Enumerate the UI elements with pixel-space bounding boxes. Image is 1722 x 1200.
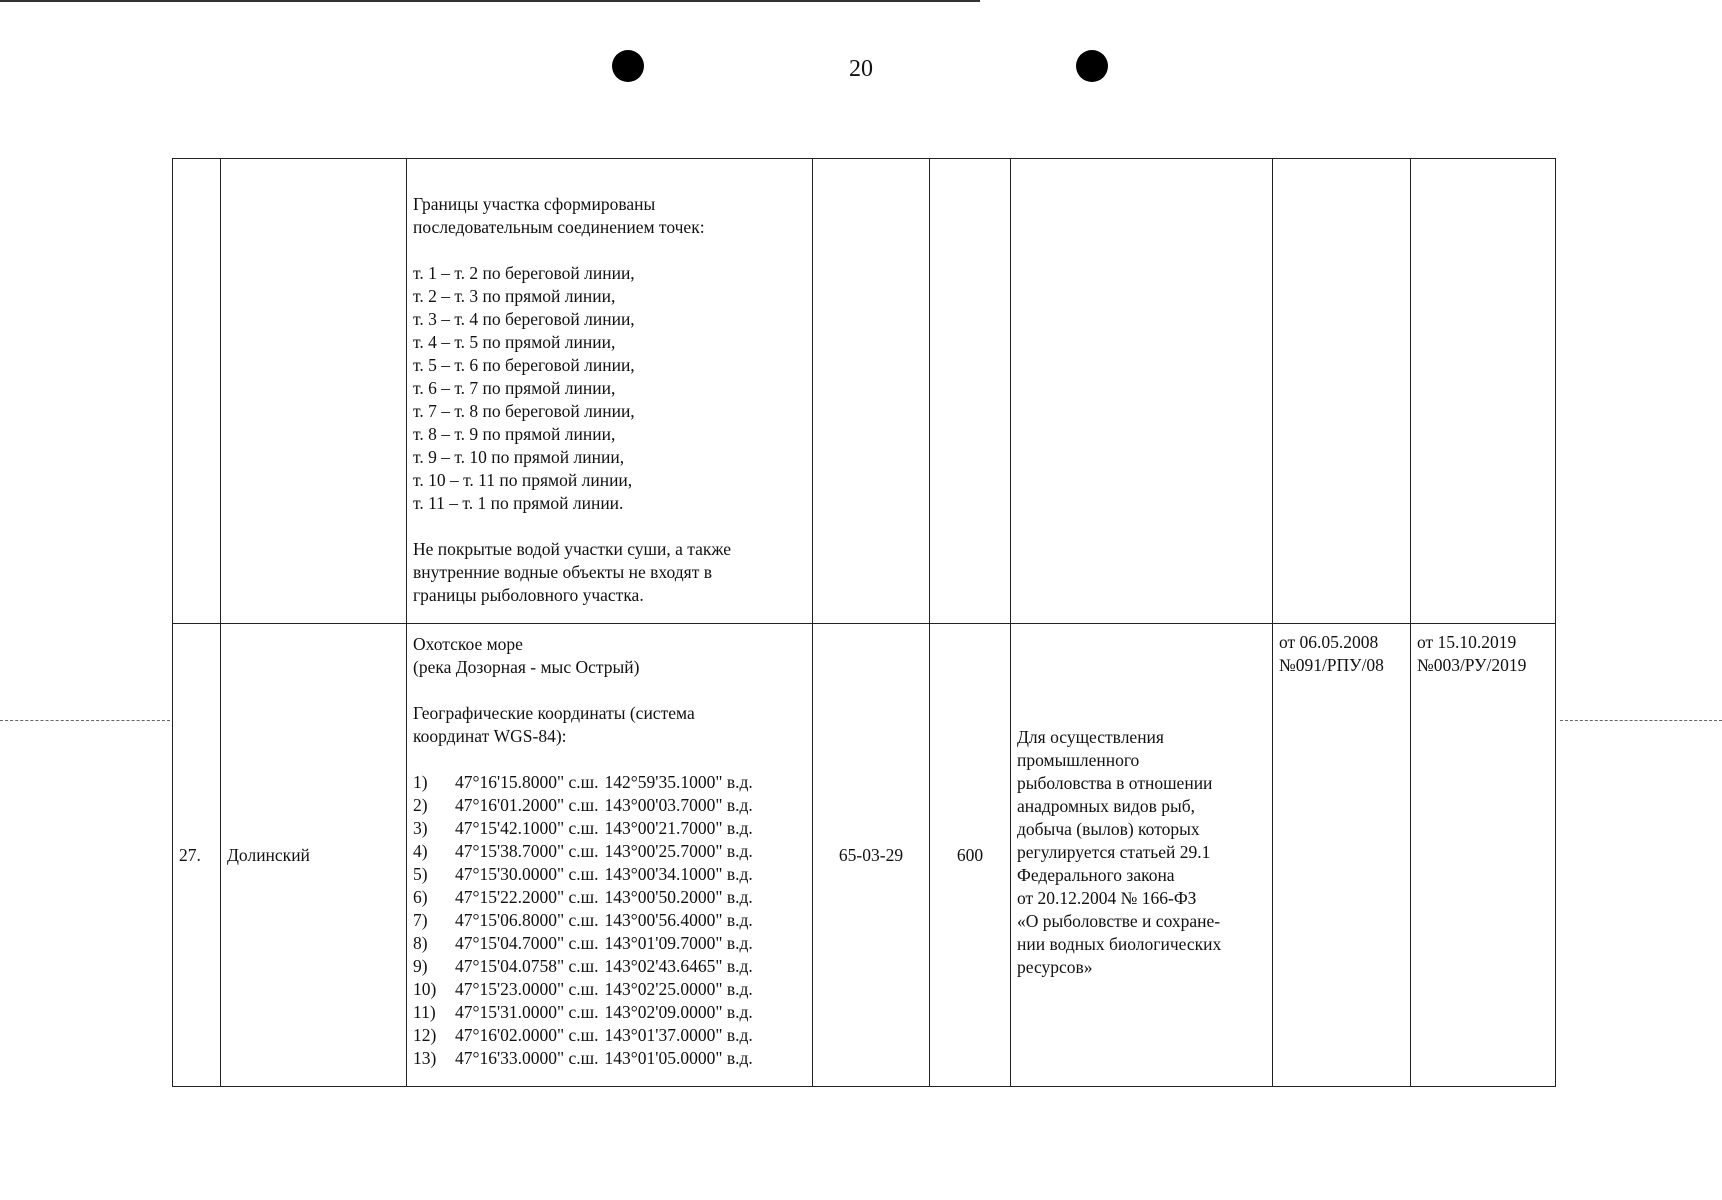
cell-purpose: [1011, 159, 1273, 624]
cell-name: Долинский: [221, 624, 407, 1087]
point-longitude: 143°00'25.7000" в.д.: [604, 841, 753, 861]
coordinate-point: [413, 840, 806, 863]
point-latitude: 47°16'02.0000" с.ш.: [455, 1025, 599, 1045]
coordinate-list: [413, 771, 806, 1070]
coordinate-point: [413, 978, 806, 1001]
point-longitude: 143°01'09.7000" в.д.: [604, 933, 753, 953]
point-latitude: 47°15'23.0000" с.ш.: [455, 979, 599, 999]
point-number: 13): [413, 1048, 437, 1068]
point-latitude: 47°16'01.2000" с.ш.: [455, 795, 599, 815]
cell-date-agreement: [1273, 624, 1411, 1087]
boundary-note-line: границы рыболовного участка.: [413, 585, 644, 605]
coordinate-point: [413, 909, 806, 932]
point-longitude: 142°59'35.1000" в.д.: [604, 772, 753, 792]
point-longitude: 143°02'43.6465" в.д.: [604, 956, 753, 976]
point-number: 11): [413, 1002, 436, 1022]
coordinate-point: [413, 794, 806, 817]
cell-code: [813, 159, 930, 624]
boundary-segment: т. 9 – т. 10 по прямой линии,: [413, 447, 625, 467]
point-number: 10): [413, 979, 437, 999]
coordinate-point: [413, 817, 806, 840]
point-number: 8): [413, 933, 428, 953]
purpose-line: от 20.12.2004 № 166-ФЗ: [1017, 888, 1197, 908]
table-row: [173, 159, 1556, 624]
point-latitude: 47°15'04.7000" с.ш.: [455, 933, 599, 953]
coordinate-point: [413, 1047, 806, 1070]
point-longitude: 143°01'37.0000" в.д.: [604, 1025, 753, 1045]
coords-heading-line: координат WGS-84):: [413, 726, 567, 746]
page-number: 20: [849, 56, 873, 82]
point-latitude: 47°16'15.8000" с.ш.: [455, 772, 599, 792]
purpose-line: добыча (вылов) которых: [1017, 819, 1200, 839]
point-longitude: 143°00'21.7000" в.д.: [604, 818, 753, 838]
page-top-rule: [0, 0, 980, 2]
boundary-segment: т. 2 – т. 3 по прямой линии,: [413, 286, 616, 306]
sea-name: Охотское море: [413, 634, 523, 654]
purpose-line: Для осуществления: [1017, 727, 1164, 747]
point-latitude: 47°15'31.0000" с.ш.: [455, 1002, 599, 1022]
point-number: 5): [413, 864, 428, 884]
point-longitude: 143°02'25.0000" в.д.: [604, 979, 753, 999]
cell-purpose: [1011, 624, 1273, 1087]
boundary-segment: т. 8 – т. 9 по прямой линии,: [413, 424, 616, 444]
cell-date-agreement: [1273, 159, 1411, 624]
decision-date: от 15.10.2019: [1417, 632, 1517, 652]
purpose-line: промышленного: [1017, 750, 1140, 770]
decision-number: №003/РУ/2019: [1417, 655, 1527, 675]
boundary-note-line: Не покрытые водой участки суши, а также: [413, 539, 731, 559]
fishing-areas-table: [172, 158, 1556, 1087]
purpose-text: [1017, 624, 1266, 979]
coordinate-point: [413, 932, 806, 955]
boundary-segment: т. 11 – т. 1 по прямой линии.: [413, 493, 624, 513]
purpose-line: «О рыболовстве и сохране-: [1017, 911, 1221, 931]
boundary-segment: т. 10 – т. 11 по прямой линии,: [413, 470, 633, 490]
boundary-note-line: внутренние водные объекты не входят в: [413, 562, 712, 582]
cell-name: [221, 159, 407, 624]
fold-line-right: [1560, 720, 1722, 721]
cell-area: [930, 159, 1011, 624]
purpose-line: рыболовства в отношении: [1017, 773, 1213, 793]
point-latitude: 47°15'38.7000" с.ш.: [455, 841, 599, 861]
cell-number: [173, 159, 221, 624]
point-number: 1): [413, 772, 428, 792]
section-name: (река Дозорная - мыс Острый): [413, 657, 640, 677]
table-row: [173, 624, 1556, 1087]
point-latitude: 47°15'04.0758" с.ш.: [455, 956, 599, 976]
purpose-line: регулируется статьей 29.1: [1017, 842, 1211, 862]
point-number: 7): [413, 910, 428, 930]
point-longitude: 143°00'03.7000" в.д.: [604, 795, 753, 815]
purpose-line: нии водных биологических: [1017, 934, 1222, 954]
boundary-intro-line: последовательным соединением точек:: [413, 217, 705, 237]
boundary-intro-line: Границы участка сформированы: [413, 194, 656, 214]
coordinate-point: [413, 863, 806, 886]
point-longitude: 143°00'50.2000" в.д.: [604, 887, 753, 907]
point-number: 9): [413, 956, 428, 976]
point-latitude: 47°15'30.0000" с.ш.: [455, 864, 599, 884]
point-latitude: 47°15'22.2000" с.ш.: [455, 887, 599, 907]
coordinate-point: [413, 1024, 806, 1047]
point-latitude: 47°15'42.1000" с.ш.: [455, 818, 599, 838]
boundary-segment: т. 7 – т. 8 по береговой линии,: [413, 401, 635, 421]
binder-hole-right: [1076, 50, 1108, 82]
point-number: 6): [413, 887, 428, 907]
coordinate-point: [413, 771, 806, 794]
agreement-date: от 06.05.2008: [1279, 632, 1379, 652]
purpose-line: анадромных видов рыб,: [1017, 796, 1195, 816]
coords-heading-line: Географические координаты (система: [413, 703, 695, 723]
cell-area: 600: [930, 624, 1011, 1087]
fold-line-left: [0, 720, 170, 721]
point-number: 2): [413, 795, 428, 815]
cell-description: [407, 624, 813, 1087]
cell-description: [407, 159, 813, 624]
purpose-line: Федерального закона: [1017, 865, 1175, 885]
point-latitude: 47°16'33.0000" с.ш.: [455, 1048, 599, 1068]
purpose-line: ресурсов»: [1017, 957, 1093, 977]
boundary-segment: т. 4 – т. 5 по прямой линии,: [413, 332, 616, 352]
boundary-segment: т. 3 – т. 4 по береговой линии,: [413, 309, 635, 329]
point-number: 12): [413, 1025, 437, 1045]
boundary-segment: т. 5 – т. 6 по береговой линии,: [413, 355, 635, 375]
coordinate-point: [413, 1001, 806, 1024]
point-latitude: 47°15'06.8000" с.ш.: [455, 910, 599, 930]
point-longitude: 143°02'09.0000" в.д.: [604, 1002, 753, 1022]
cell-code: 65-03-29: [813, 624, 930, 1087]
point-number: 3): [413, 818, 428, 838]
cell-date-decision: [1411, 159, 1556, 624]
coordinate-point: [413, 955, 806, 978]
point-longitude: 143°00'56.4000" в.д.: [604, 910, 753, 930]
point-longitude: 143°01'05.0000" в.д.: [604, 1048, 753, 1068]
boundary-segment: т. 1 – т. 2 по береговой линии,: [413, 263, 635, 283]
agreement-number: №091/РПУ/08: [1279, 655, 1384, 675]
point-number: 4): [413, 841, 428, 861]
coordinate-point: [413, 886, 806, 909]
cell-number: 27.: [173, 624, 221, 1087]
cell-date-decision: [1411, 624, 1556, 1087]
point-longitude: 143°00'34.1000" в.д.: [604, 864, 753, 884]
boundary-segment: т. 6 – т. 7 по прямой линии,: [413, 378, 616, 398]
